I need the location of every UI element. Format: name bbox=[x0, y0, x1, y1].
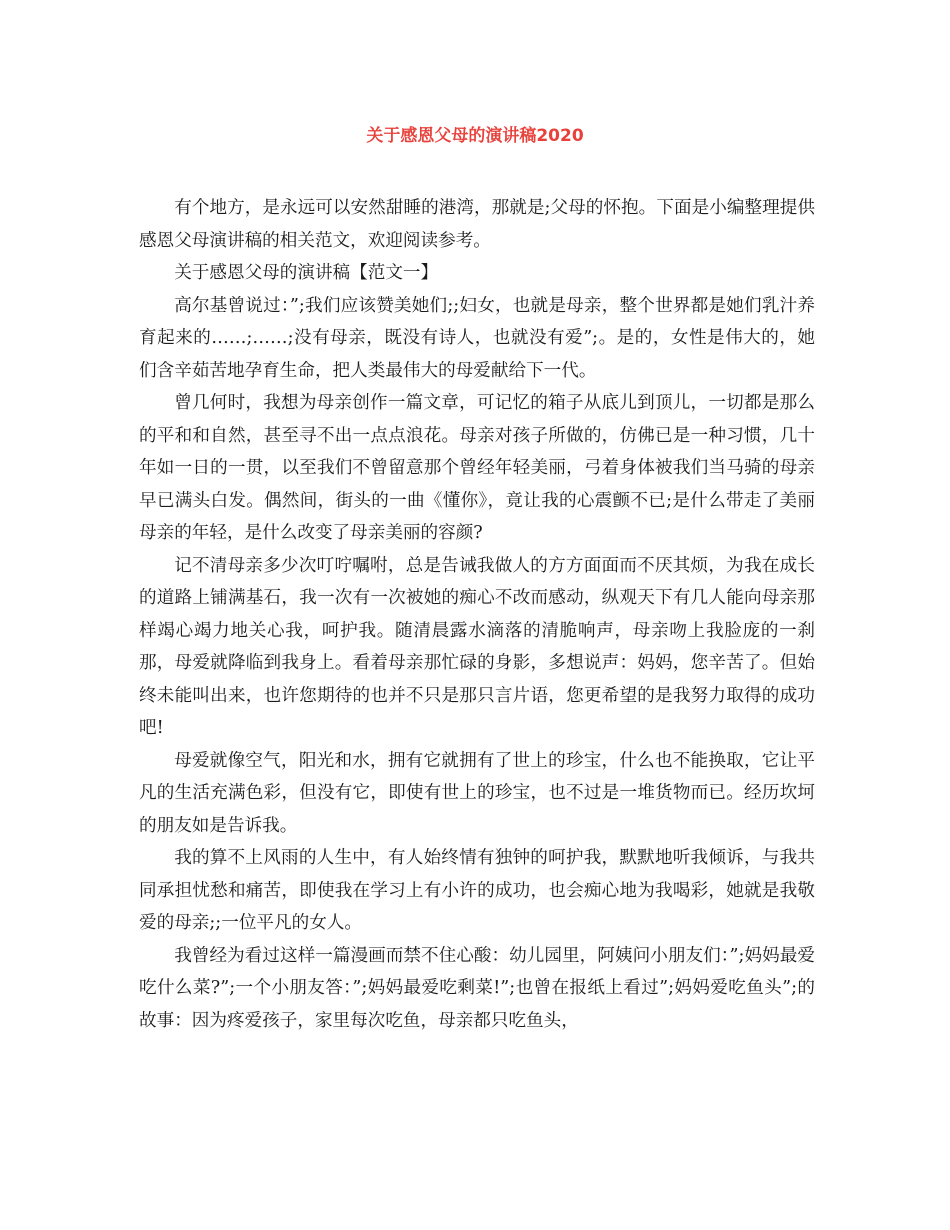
intro-paragraph: 有个地方，是永远可以安然甜睡的港湾，那就是;父母的怀抱。下面是小编整理提供感恩父母演讲稿的相关范文，欢迎阅读参考。 bbox=[139, 198, 815, 251]
body-paragraph: 曾几何时，我想为母亲创作一篇文章，可记忆的箱子从底儿到顶儿，一切都是那么的平和和自然，甚至寻不出一点点浪花。母亲对孩子所做的，仿佛已是一种习惯，几十年如一日的一贯，以至我们不曾留意那个曾经年轻美丽，弓着身体被我们当马骑的母亲早已满头白发。偶然间，街头的一曲《懂你》，竟让我的心震颤不已;是什么带走了美丽母亲的年轻，是什么改变了母亲美丽的容颜? bbox=[139, 393, 815, 543]
document-body bbox=[139, 192, 815, 1037]
body-paragraph: 高尔基曾说过：”;我们应该赞美她们;;妇女，也就是母亲，整个世界都是她们乳汁养育起来的……;……;没有母亲，既没有诗人，也就没有爱”;。是的，女性是伟大的，她们含辛茹苦地孕育生命，把人类最伟大的母爱献给下一代。 bbox=[139, 295, 815, 381]
body-paragraph: 记不清母亲多少次叮咛嘱咐，总是告诫我做人的方方面面而不厌其烦，为我在成长的道路上铺满基石，我一次有一次被她的痴心不改而感动，纵观天下有几人能向母亲那样竭心竭力地关心我，呵护我。随清晨露水滴落的清脆响声，母亲吻上我脸庞的一刹那，母爱就降临到我身上。看着母亲那忙碌的身影，多想说声：妈妈，您辛苦了。但始终未能叫出来，也许您期待的也并不只是那只言片语，您更希望的是我努力取得的成功吧! bbox=[139, 555, 815, 738]
body-paragraph: 我曾经为看过这样一篇漫画而禁不住心酸：幼儿园里，阿姨问小朋友们：”;妈妈最爱吃什么菜?”;一个小朋友答：”;妈妈最爱吃剩菜!”;也曾在报纸上看过”;妈妈爱吃鱼头”;的故事：因为疼爱孩子，家里每次吃鱼，母亲都只吃鱼头， bbox=[139, 945, 815, 1031]
section-heading: 关于感恩父母的演讲稿【范文一】 bbox=[174, 263, 439, 283]
document-title: 关于感恩父母的演讲稿2020 bbox=[366, 126, 584, 146]
body-paragraph: 母爱就像空气，阳光和水，拥有它就拥有了世上的珍宝，什么也不能换取，它让平凡的生活充满色彩，但没有它，即使有世上的珍宝，也不过是一堆货物而已。经历坎坷的朋友如是告诉我。 bbox=[139, 750, 815, 836]
body-paragraph: 我的算不上风雨的人生中，有人始终情有独钟的呵护我，默默地听我倾诉，与我共同承担忧愁和痛苦，即使我在学习上有小许的成功，也会痴心地为我喝彩，她就是我敬爱的母亲;;一位平凡的女人。 bbox=[139, 848, 815, 933]
